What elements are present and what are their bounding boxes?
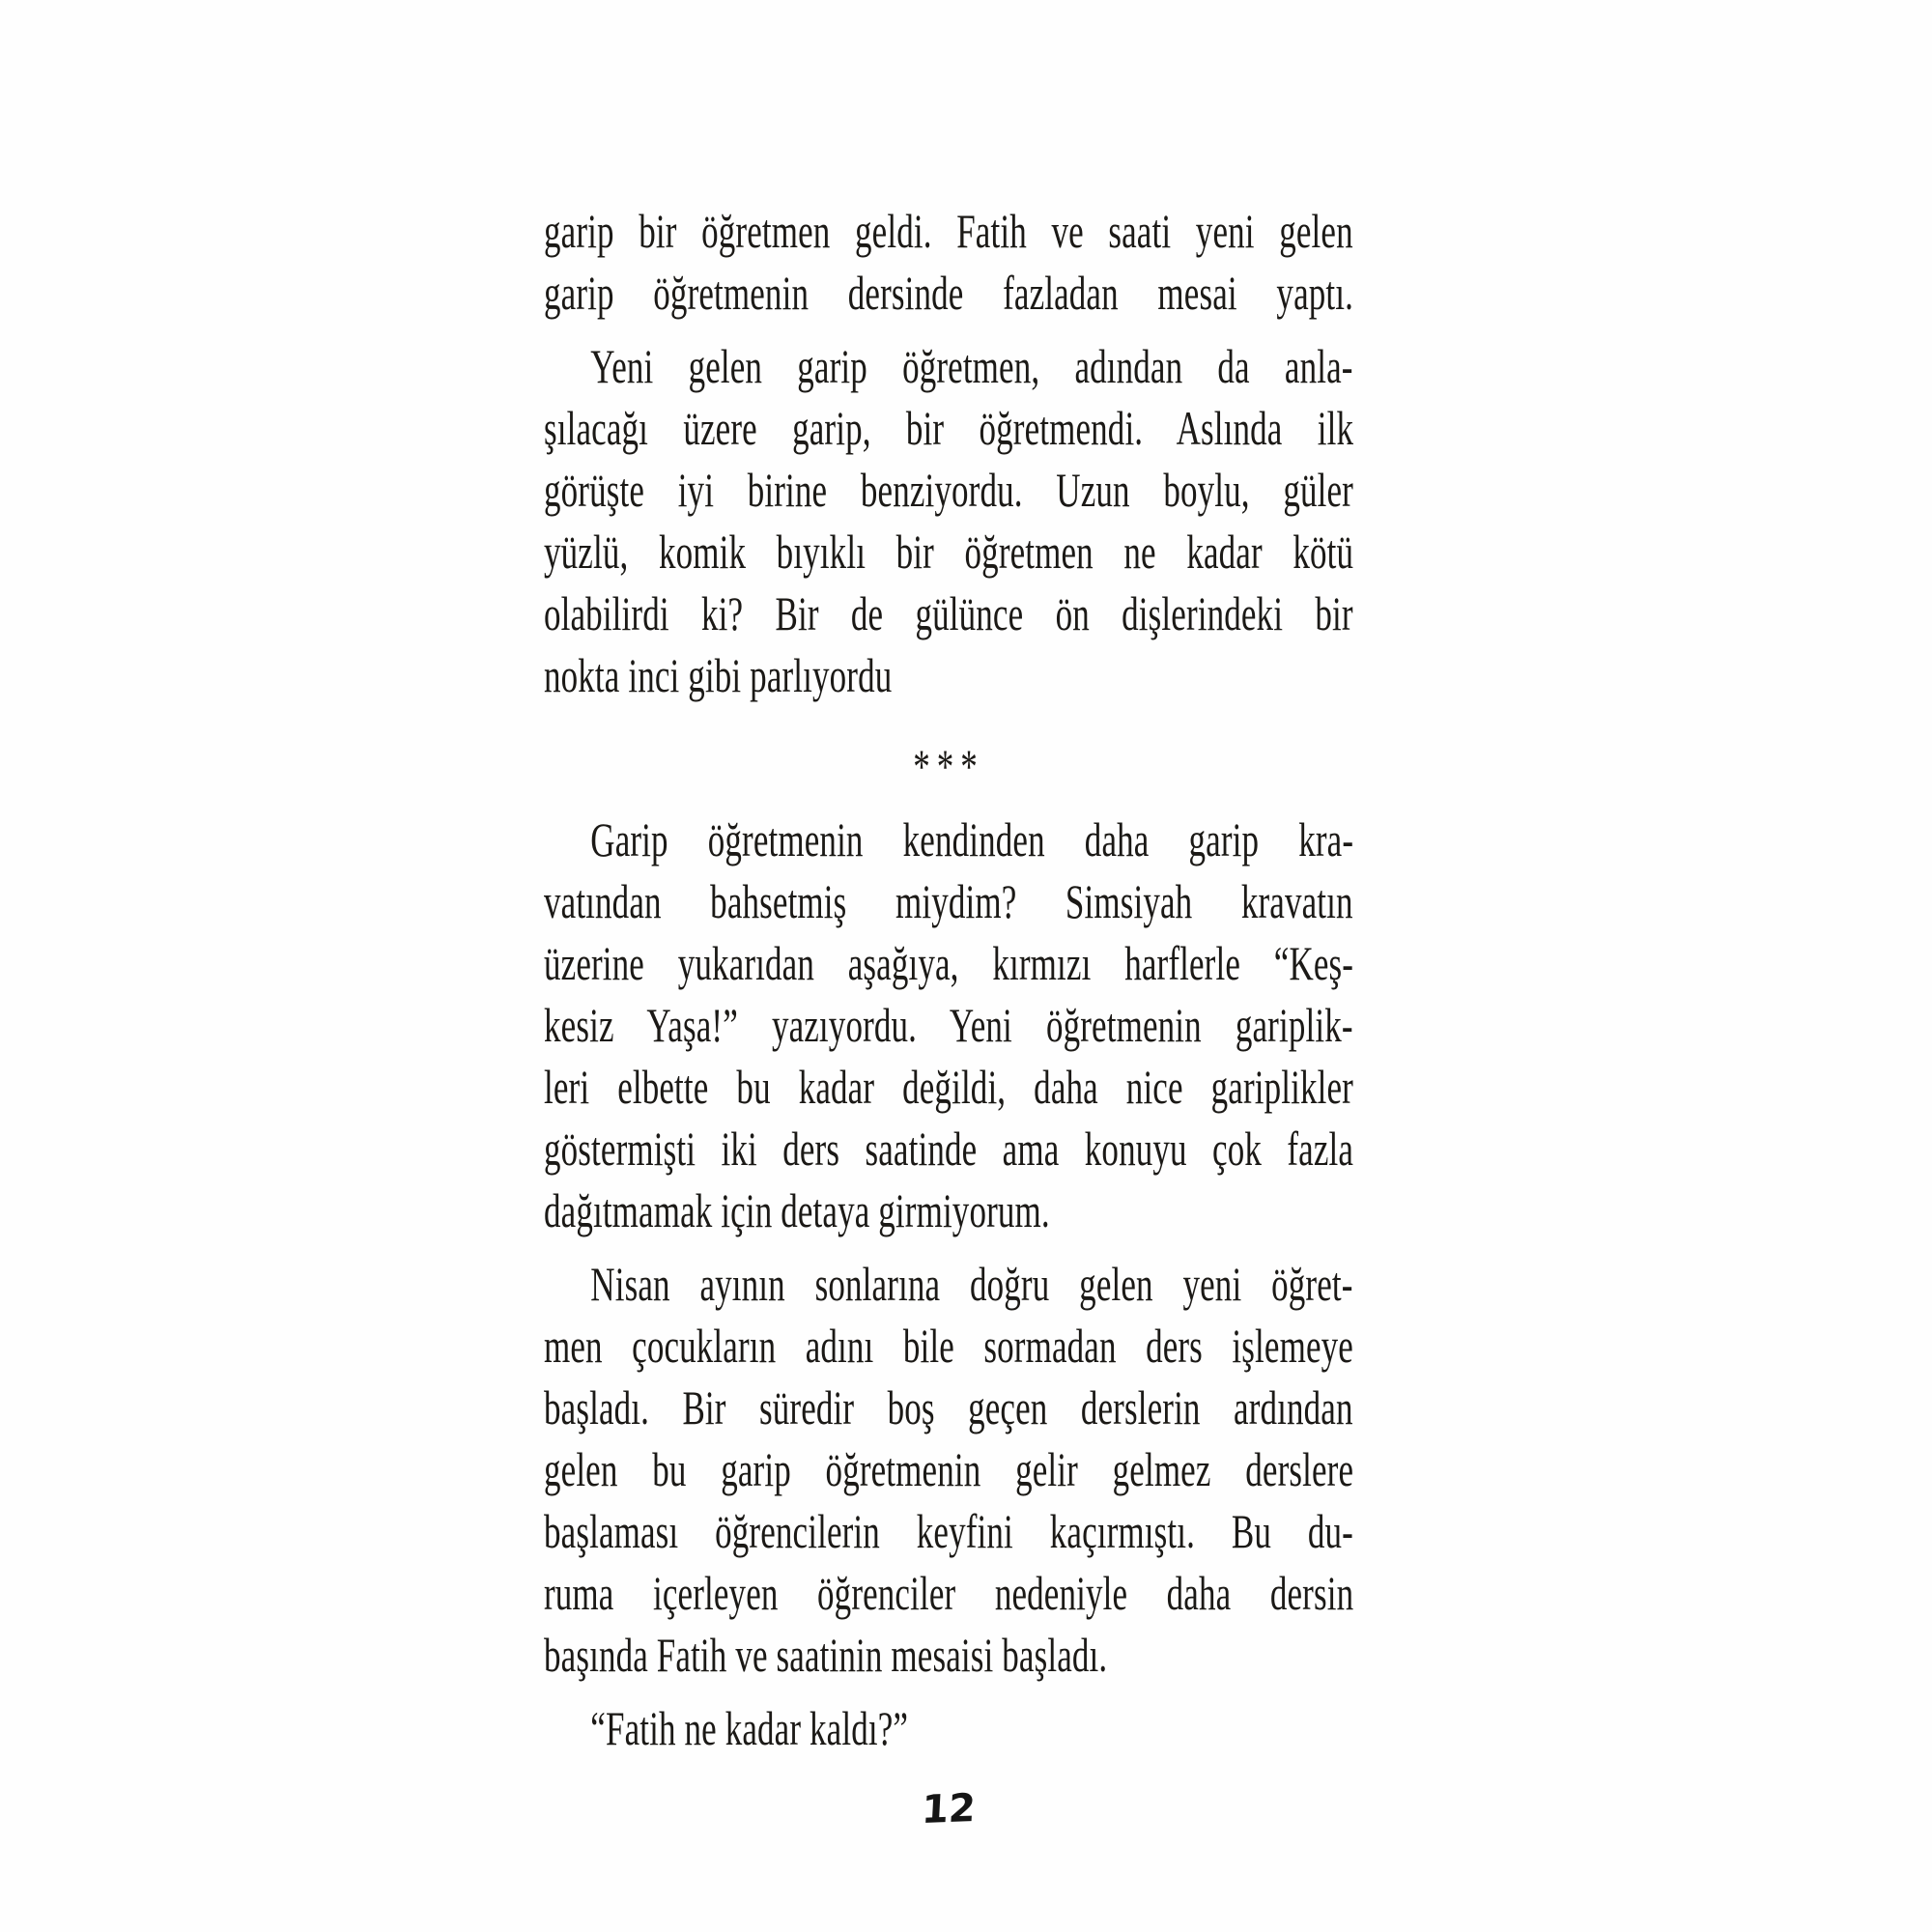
- text-line: [544, 262, 1353, 324]
- text-line-content: men çocukların adını bile sormadan ders işlemeye: [544, 1319, 1353, 1373]
- text-line: [544, 932, 1353, 994]
- text-line: [544, 1697, 1353, 1759]
- text-line: [544, 335, 1353, 397]
- text-line-content: vatından bahsetmiş miydim? Simsiyah kravatın: [544, 874, 1353, 928]
- text-line: [544, 1179, 1353, 1241]
- text-line: [544, 870, 1353, 932]
- text-line: [544, 809, 1353, 870]
- text-line-content: ruma içerleyen öğrenciler nedeniyle daha dersin: [544, 1566, 1354, 1620]
- text-line: [544, 644, 1353, 706]
- text-line-content: başında Fatih ve saatinin mesaisi başladı.: [544, 1628, 1108, 1682]
- paragraph: [544, 335, 1353, 706]
- text-line-content: göstermişti iki ders saatinde ama konuyu çok fazla: [544, 1122, 1354, 1176]
- text-line-content: leri elbette bu kadar değildi, daha nice gariplikler: [544, 1060, 1353, 1114]
- paragraph: [544, 809, 1353, 1241]
- page-number: 12: [920, 1785, 978, 1833]
- text-block: [544, 200, 1353, 1759]
- text-line: [544, 1562, 1353, 1624]
- text-line: [544, 582, 1353, 644]
- text-line-content: Garip öğretmenin kendinden daha garip kra-: [590, 812, 1354, 867]
- text-line-content: yüzlü, komik bıyıklı bir öğretmen ne kadar kötü: [544, 525, 1354, 579]
- text-line-content: nokta inci gibi parlıyordu: [544, 648, 893, 702]
- text-line-content: başladı. Bir süredir boş geçen derslerin ardından: [544, 1380, 1353, 1435]
- text-line: [544, 1253, 1353, 1315]
- text-line: [544, 521, 1353, 582]
- text-line-content: olabilirdi ki? Bir de gülünce ön dişlerindeki bir: [544, 586, 1353, 640]
- text-line: [544, 397, 1353, 459]
- section-separator: ***: [913, 739, 984, 793]
- text-line-content: kesiz Yaşa!” yazıyordu. Yeni öğretmenin gariplik-: [544, 998, 1353, 1052]
- text-line-content: başlaması öğrencilerin keyfini kaçırmıştı. Bu du-: [544, 1504, 1353, 1558]
- text-line: [544, 1438, 1353, 1500]
- text-line-content: garip bir öğretmen geldi. Fatih ve saati yeni gelen: [544, 204, 1353, 258]
- text-line-content: “Fatih ne kadar kaldı?”: [590, 1701, 909, 1755]
- text-line: [544, 1624, 1353, 1686]
- text-line-content: görüşte iyi birine benziyordu. Uzun boylu, güler: [544, 463, 1353, 517]
- text-line: [544, 1500, 1353, 1562]
- text-line-content: şılacağı üzere garip, bir öğretmendi. Aslında ilk: [544, 401, 1354, 455]
- text-line-content: üzerine yukarıdan aşağıya, kırmızı harflerle “Keş-: [544, 936, 1354, 990]
- text-line: [544, 994, 1353, 1056]
- paragraph: [544, 1697, 1353, 1759]
- text-line: [544, 200, 1353, 262]
- text-line-content: garip öğretmenin dersinde fazladan mesai yaptı.: [544, 266, 1354, 320]
- text-line-content: gelen bu garip öğretmenin gelir gelmez derslere: [544, 1442, 1354, 1496]
- text-line: [544, 1377, 1353, 1438]
- text-line: [544, 459, 1353, 521]
- text-line: [544, 1118, 1353, 1179]
- text-line-content: Yeni gelen garip öğretmen, adından da anla-: [590, 339, 1353, 393]
- text-line-content: Nisan ayının sonlarına doğru gelen yeni öğret-: [590, 1257, 1353, 1311]
- text-line-content: dağıtmamak için detaya girmiyorum.: [544, 1183, 1050, 1237]
- text-line: [544, 1315, 1353, 1377]
- text-line: [544, 1056, 1353, 1118]
- paragraph: [544, 1253, 1353, 1686]
- paragraph: [544, 200, 1353, 324]
